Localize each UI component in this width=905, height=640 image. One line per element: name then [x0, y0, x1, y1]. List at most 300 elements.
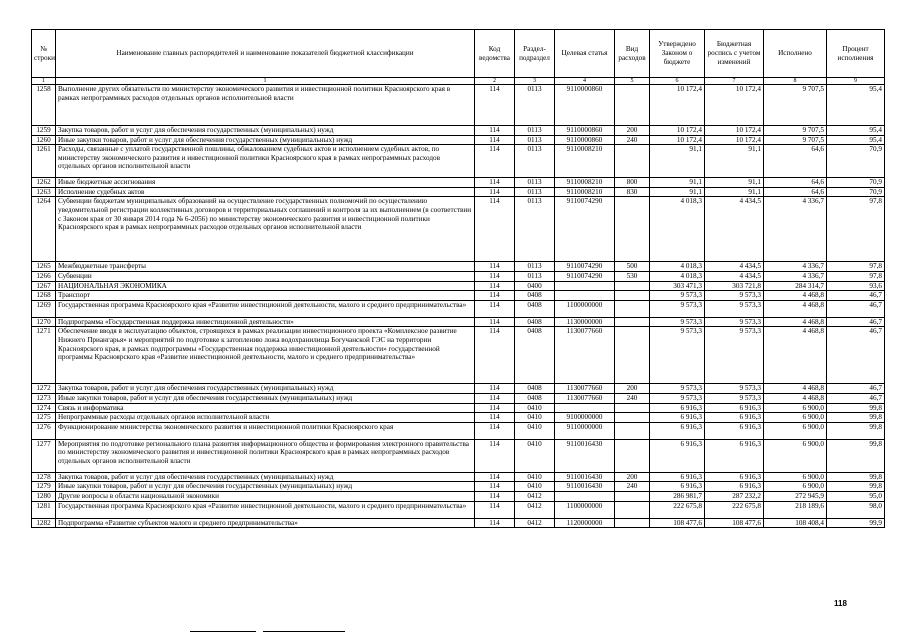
dept-code: 114 [475, 300, 515, 317]
target-code: 9110000860 [555, 126, 615, 136]
executed-amount: 4 336,7 [764, 197, 827, 262]
executed-amount: 218 189,6 [764, 501, 827, 518]
execution-percent: 95,0 [827, 491, 885, 501]
row-name: Закупка товаров, работ и услуг для обеспечения государственных (муниципальных) нужд [56, 384, 475, 394]
approved-amount: 286 981,7 [650, 491, 705, 501]
schedule-amount: 9 573,3 [705, 291, 764, 301]
approved-amount: 6 916,3 [650, 413, 705, 423]
execution-percent: 46,7 [827, 393, 885, 403]
section-code: 0410 [515, 422, 555, 439]
section-code: 0410 [515, 482, 555, 492]
execution-percent: 95,4 [827, 126, 885, 136]
target-code: 1100000000 [555, 501, 615, 518]
dept-code: 114 [475, 178, 515, 188]
approved-amount: 91,1 [650, 187, 705, 197]
table-row [32, 271, 885, 281]
expense-type [615, 145, 650, 178]
target-code [555, 281, 615, 291]
execution-percent: 98,0 [827, 501, 885, 518]
section-code: 0113 [515, 135, 555, 145]
executed-amount: 6 900,0 [764, 482, 827, 492]
target-code: 9110016430 [555, 439, 615, 472]
dept-code: 114 [475, 281, 515, 291]
table-row [32, 197, 885, 262]
schedule-amount: 9 573,3 [705, 317, 764, 327]
table-row [32, 187, 885, 197]
expense-type: 800 [615, 178, 650, 188]
approved-amount: 4 018,3 [650, 262, 705, 272]
execution-percent: 70,9 [827, 145, 885, 178]
row-number: 1282 [32, 518, 56, 528]
target-code: 1130077660 [555, 393, 615, 403]
col-number: 8 [764, 78, 827, 85]
expense-type [615, 317, 650, 327]
row-number: 1265 [32, 262, 56, 272]
dept-code: 114 [475, 403, 515, 413]
col-number: 9 [827, 78, 885, 85]
column-number-row [32, 78, 885, 85]
table-row [32, 403, 885, 413]
executed-amount: 4 468,8 [764, 327, 827, 384]
approved-amount: 9 573,3 [650, 384, 705, 394]
footer-divider [190, 631, 256, 632]
schedule-amount: 91,1 [705, 178, 764, 188]
table-row [32, 291, 885, 301]
table-row [32, 501, 885, 518]
row-number: 1262 [32, 178, 56, 188]
target-code: 9110000000 [555, 422, 615, 439]
schedule-amount: 10 172,4 [705, 126, 764, 136]
row-name: Функционирование министерства экономического развития и инвестиционной политики Красноярского края [56, 422, 475, 439]
approved-amount: 91,1 [650, 145, 705, 178]
execution-percent: 46,7 [827, 300, 885, 317]
target-code: 1130000000 [555, 317, 615, 327]
row-number: 1276 [32, 422, 56, 439]
section-code: 0113 [515, 187, 555, 197]
executed-amount: 9 707,5 [764, 85, 827, 126]
section-code: 0113 [515, 85, 555, 126]
approved-amount: 6 916,3 [650, 482, 705, 492]
dept-code: 114 [475, 317, 515, 327]
col-number: 4 [555, 78, 615, 85]
schedule-amount: 4 434,5 [705, 262, 764, 272]
dept-code: 114 [475, 482, 515, 492]
executed-amount: 4 468,8 [764, 317, 827, 327]
row-number: 1277 [32, 439, 56, 472]
row-name: Связь и информатика [56, 403, 475, 413]
section-code: 0412 [515, 501, 555, 518]
section-code: 0408 [515, 317, 555, 327]
executed-amount: 64,6 [764, 145, 827, 178]
executed-amount: 9 707,5 [764, 126, 827, 136]
table-row [32, 126, 885, 136]
col-number: 5 [615, 78, 650, 85]
table-row [32, 413, 885, 423]
header-expense-type: Вид расходов [615, 30, 650, 78]
header-target: Целевая статья [555, 30, 615, 78]
expense-type [615, 291, 650, 301]
schedule-amount: 91,1 [705, 187, 764, 197]
approved-amount: 9 573,3 [650, 291, 705, 301]
approved-amount: 9 573,3 [650, 393, 705, 403]
approved-amount: 303 471,3 [650, 281, 705, 291]
table-row [32, 327, 885, 384]
target-code: 1130077660 [555, 327, 615, 384]
expense-type [615, 85, 650, 126]
row-name: Субвенции бюджетам муниципальных образований на осуществление государственных полномочий по осуществлению уведомительной регистрации коллективных договоров и территориальных соглашений и контроля за их выполнением (в соответствии с Законом края от 30 января 2014 года № 6-2056) по министерству экономического развития и инвестиционной политики Красноярского края в рамках непрограммных расходов отдельных органов исполнительной власти [56, 197, 475, 262]
row-name: Иные закупки товаров, работ и услуг для обеспечения государственных (муниципальных) нужд [56, 135, 475, 145]
section-code: 0400 [515, 281, 555, 291]
dept-code: 114 [475, 197, 515, 262]
row-name: Другие вопросы в области национальной экономики [56, 491, 475, 501]
target-code: 9110008210 [555, 145, 615, 178]
execution-percent: 46,7 [827, 317, 885, 327]
schedule-amount: 6 916,3 [705, 472, 764, 482]
target-code: 9110074290 [555, 197, 615, 262]
dept-code: 114 [475, 422, 515, 439]
execution-percent: 95,4 [827, 135, 885, 145]
target-code: 9110016430 [555, 482, 615, 492]
schedule-amount: 10 172,4 [705, 135, 764, 145]
row-name: Мероприятия по подготовке регионального плана развития информационного общества и формирования электронного правительства по министерству экономического развития и инвестиционной политики Красноярского края в рамках непрограммных расходов отдельных органов исполнительной власти [56, 439, 475, 472]
expense-type: 200 [615, 472, 650, 482]
executed-amount: 4 336,7 [764, 262, 827, 272]
executed-amount: 6 900,0 [764, 413, 827, 423]
approved-amount: 6 916,3 [650, 472, 705, 482]
execution-percent: 97,8 [827, 262, 885, 272]
target-code: 9100000000 [555, 413, 615, 423]
schedule-amount: 6 916,3 [705, 482, 764, 492]
section-code: 0408 [515, 393, 555, 403]
col-number: 3 [515, 78, 555, 85]
row-name: Межбюджетные трансферты [56, 262, 475, 272]
row-number: 1264 [32, 197, 56, 262]
expense-type [615, 422, 650, 439]
section-code: 0113 [515, 271, 555, 281]
row-number: 1268 [32, 291, 56, 301]
expense-type [615, 300, 650, 317]
approved-amount: 91,1 [650, 178, 705, 188]
schedule-amount: 108 477,6 [705, 518, 764, 528]
execution-percent: 99,8 [827, 472, 885, 482]
row-number: 1275 [32, 413, 56, 423]
header-approved: Утверждено Законом о бюджете [650, 30, 705, 78]
table-row [32, 422, 885, 439]
executed-amount: 108 408,4 [764, 518, 827, 528]
row-number: 1281 [32, 501, 56, 518]
section-code: 0113 [515, 145, 555, 178]
expense-type [615, 197, 650, 262]
executed-amount: 284 314,7 [764, 281, 827, 291]
dept-code: 114 [475, 501, 515, 518]
row-name: Подпрограмма «Развитие субъектов малого и среднего предпринимательства» [56, 518, 475, 528]
expense-type: 240 [615, 393, 650, 403]
section-code: 0412 [515, 518, 555, 528]
approved-amount: 10 172,4 [650, 85, 705, 126]
row-number: 1272 [32, 384, 56, 394]
row-name: Государственная программа Красноярского края «Развитие инвестиционной деятельности, малого и среднего предпринимательства» [56, 501, 475, 518]
expense-type: 200 [615, 384, 650, 394]
approved-amount: 222 675,8 [650, 501, 705, 518]
row-name: Иные закупки товаров, работ и услуг для обеспечения государственных (муниципальных) нужд [56, 482, 475, 492]
row-number: 1259 [32, 126, 56, 136]
table-row [32, 491, 885, 501]
target-code [555, 403, 615, 413]
expense-type [615, 281, 650, 291]
executed-amount: 64,6 [764, 178, 827, 188]
schedule-amount: 303 721,8 [705, 281, 764, 291]
target-code: 1100000000 [555, 300, 615, 317]
row-number: 1261 [32, 145, 56, 178]
execution-percent: 46,7 [827, 291, 885, 301]
schedule-amount: 4 434,5 [705, 197, 764, 262]
schedule-amount: 9 573,3 [705, 327, 764, 384]
header-row-no: № строки [32, 30, 56, 78]
row-number: 1278 [32, 472, 56, 482]
row-name: Закупка товаров, работ и услуг для обеспечения государственных (муниципальных) нужд [56, 126, 475, 136]
table-row [32, 281, 885, 291]
row-number: 1271 [32, 327, 56, 384]
section-code: 0113 [515, 178, 555, 188]
table-header-row [32, 30, 885, 78]
header-schedule: Бюджетная роспись с учетом изменений [705, 30, 764, 78]
expense-type [615, 491, 650, 501]
schedule-amount: 6 916,3 [705, 403, 764, 413]
section-code: 0410 [515, 472, 555, 482]
dept-code: 114 [475, 85, 515, 126]
execution-percent: 46,7 [827, 384, 885, 394]
row-name: Иные закупки товаров, работ и услуг для обеспечения государственных (муниципальных) нужд [56, 393, 475, 403]
col-number: 1 [56, 78, 475, 85]
execution-percent: 99,8 [827, 482, 885, 492]
executed-amount: 4 468,8 [764, 384, 827, 394]
row-name: Подпрограмма «Государственная поддержка инвестиционной деятельности» [56, 317, 475, 327]
execution-percent: 97,8 [827, 197, 885, 262]
row-number: 1266 [32, 271, 56, 281]
schedule-amount: 91,1 [705, 145, 764, 178]
approved-amount: 6 916,3 [650, 439, 705, 472]
header-percent: Процент исполнения [827, 30, 885, 78]
row-number: 1273 [32, 393, 56, 403]
executed-amount: 4 468,8 [764, 300, 827, 317]
section-code: 0408 [515, 291, 555, 301]
execution-percent: 99,8 [827, 422, 885, 439]
header-section: Раздел-подраздел [515, 30, 555, 78]
target-code: 9110074290 [555, 271, 615, 281]
section-code: 0408 [515, 300, 555, 317]
row-name: Исполнение судебных актов [56, 187, 475, 197]
row-number: 1279 [32, 482, 56, 492]
row-number: 1269 [32, 300, 56, 317]
target-code: 9110000860 [555, 85, 615, 126]
approved-amount: 4 018,3 [650, 197, 705, 262]
target-code: 1120000000 [555, 518, 615, 528]
col-number: 1 [32, 78, 56, 85]
section-code: 0113 [515, 126, 555, 136]
section-code: 0410 [515, 403, 555, 413]
executed-amount: 4 468,8 [764, 291, 827, 301]
approved-amount: 108 477,6 [650, 518, 705, 528]
execution-percent: 70,9 [827, 187, 885, 197]
header-name: Наименование главных распорядителей и наименование показателей бюджетной классификации [56, 30, 475, 78]
execution-percent: 46,7 [827, 327, 885, 384]
dept-code: 114 [475, 187, 515, 197]
target-code: 9110016430 [555, 472, 615, 482]
row-name: НАЦИОНАЛЬНАЯ ЭКОНОМИКА [56, 281, 475, 291]
dept-code: 114 [475, 518, 515, 528]
schedule-amount: 6 916,3 [705, 439, 764, 472]
dept-code: 114 [475, 262, 515, 272]
budget-execution-table [31, 29, 885, 528]
header-executed: Исполнено [764, 30, 827, 78]
schedule-amount: 6 916,3 [705, 413, 764, 423]
executed-amount: 9 707,5 [764, 135, 827, 145]
dept-code: 114 [475, 393, 515, 403]
row-name: Закупка товаров, работ и услуг для обеспечения государственных (муниципальных) нужд [56, 472, 475, 482]
row-name: Транспорт [56, 291, 475, 301]
target-code [555, 291, 615, 301]
approved-amount: 9 573,3 [650, 327, 705, 384]
schedule-amount: 9 573,3 [705, 393, 764, 403]
row-name: Расходы, связанные с уплатой государственной пошлины, обжалованием судебных актов и исполнением судебных актов, по министерству экономического развития и инвестиционной политики Красноярского края в рамках непрограммных расходов отдельных органов исполнительной власти [56, 145, 475, 178]
schedule-amount: 222 675,8 [705, 501, 764, 518]
table-row [32, 482, 885, 492]
row-name: Иные бюджетные ассигнования [56, 178, 475, 188]
col-number: 6 [650, 78, 705, 85]
executed-amount: 6 900,0 [764, 439, 827, 472]
approved-amount: 6 916,3 [650, 422, 705, 439]
approved-amount: 6 916,3 [650, 403, 705, 413]
section-code: 0408 [515, 384, 555, 394]
dept-code: 114 [475, 271, 515, 281]
approved-amount: 9 573,3 [650, 300, 705, 317]
executed-amount: 64,6 [764, 187, 827, 197]
dept-code: 114 [475, 439, 515, 472]
row-number: 1274 [32, 403, 56, 413]
expense-type [615, 439, 650, 472]
header-dept-code: Код ведомства [475, 30, 515, 78]
section-code: 0412 [515, 491, 555, 501]
section-code: 0410 [515, 413, 555, 423]
schedule-amount: 9 573,3 [705, 300, 764, 317]
row-name: Государственная программа Красноярского края «Развитие инвестиционной деятельности, малого и среднего предпринимательства» [56, 300, 475, 317]
expense-type [615, 413, 650, 423]
table-row [32, 472, 885, 482]
target-code [555, 491, 615, 501]
dept-code: 114 [475, 145, 515, 178]
executed-amount: 6 900,0 [764, 422, 827, 439]
section-code: 0410 [515, 439, 555, 472]
approved-amount: 10 172,4 [650, 126, 705, 136]
approved-amount: 4 018,3 [650, 271, 705, 281]
schedule-amount: 287 232,2 [705, 491, 764, 501]
executed-amount: 4 468,8 [764, 393, 827, 403]
expense-type [615, 327, 650, 384]
section-code: 0408 [515, 327, 555, 384]
target-code: 9110008210 [555, 187, 615, 197]
table-row [32, 178, 885, 188]
dept-code: 114 [475, 413, 515, 423]
target-code: 1130077660 [555, 384, 615, 394]
expense-type [615, 403, 650, 413]
table-row [32, 518, 885, 528]
row-number: 1263 [32, 187, 56, 197]
table-row [32, 145, 885, 178]
execution-percent: 97,8 [827, 271, 885, 281]
table-row [32, 262, 885, 272]
executed-amount: 4 336,7 [764, 271, 827, 281]
dept-code: 114 [475, 491, 515, 501]
dept-code: 114 [475, 327, 515, 384]
dept-code: 114 [475, 384, 515, 394]
table-row [32, 317, 885, 327]
target-code: 9110074290 [555, 262, 615, 272]
target-code: 9110008210 [555, 178, 615, 188]
expense-type: 240 [615, 135, 650, 145]
row-number: 1267 [32, 281, 56, 291]
target-code: 9110000860 [555, 135, 615, 145]
table-row [32, 300, 885, 317]
execution-percent: 70,9 [827, 178, 885, 188]
col-number: 7 [705, 78, 764, 85]
execution-percent: 95,4 [827, 85, 885, 126]
section-code: 0113 [515, 262, 555, 272]
table-row [32, 384, 885, 394]
approved-amount: 9 573,3 [650, 317, 705, 327]
dept-code: 114 [475, 126, 515, 136]
schedule-amount: 10 172,4 [705, 85, 764, 126]
execution-percent: 93,6 [827, 281, 885, 291]
executed-amount: 6 900,0 [764, 472, 827, 482]
row-name: Субвенции [56, 271, 475, 281]
expense-type: 530 [615, 271, 650, 281]
table-row [32, 439, 885, 472]
footer-divider [263, 631, 345, 632]
dept-code: 114 [475, 472, 515, 482]
executed-amount: 272 945,9 [764, 491, 827, 501]
col-number: 2 [475, 78, 515, 85]
row-number: 1270 [32, 317, 56, 327]
expense-type [615, 518, 650, 528]
expense-type: 500 [615, 262, 650, 272]
row-name: Обеспечение вводя в эксплуатацию объектов, строящихся в рамках реализации инвестиционного проекта «Комплексное развитие Нижнего Приангарья» и мероприятий по подготовке к затоплению ложа водохранилища Богучанской ГЭС на территории Красноярского края, в рамках подпрограммы «Государственная поддержка инвестиционной деятельности» государственной программы Красноярского края «Развитие инвестиционной деятельности, малого и среднего предпринимательства» [56, 327, 475, 384]
executed-amount: 6 900,0 [764, 403, 827, 413]
row-number: 1280 [32, 491, 56, 501]
row-name: Непрограммные расходы отдельных органов исполнительной власти [56, 413, 475, 423]
row-number: 1260 [32, 135, 56, 145]
page-number: 118 [834, 599, 847, 608]
execution-percent: 99,8 [827, 403, 885, 413]
section-code: 0113 [515, 197, 555, 262]
expense-type: 240 [615, 482, 650, 492]
row-name: Выполнение других обязательств по министерству экономического развития и инвестиционной политики Красноярского края в рамках непрограммных расходов отдельных органов исполнительной власти [56, 85, 475, 126]
dept-code: 114 [475, 135, 515, 145]
execution-percent: 99,8 [827, 413, 885, 423]
schedule-amount: 4 434,5 [705, 271, 764, 281]
expense-type: 200 [615, 126, 650, 136]
table-row [32, 85, 885, 126]
table-row [32, 135, 885, 145]
dept-code: 114 [475, 291, 515, 301]
schedule-amount: 6 916,3 [705, 422, 764, 439]
approved-amount: 10 172,4 [650, 135, 705, 145]
execution-percent: 99,9 [827, 518, 885, 528]
execution-percent: 99,8 [827, 439, 885, 472]
expense-type [615, 501, 650, 518]
schedule-amount: 9 573,3 [705, 384, 764, 394]
table-row [32, 393, 885, 403]
row-number: 1258 [32, 85, 56, 126]
